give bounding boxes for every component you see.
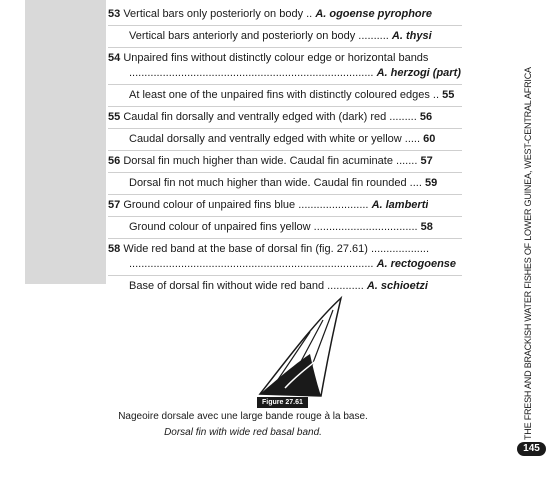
caption-french: Nageoire dorsale avec une large bande rouge à la base. (118, 411, 368, 422)
key-text: ................................................................................ (129, 67, 374, 79)
key-line (129, 64, 461, 82)
couplet-number: 56 (108, 155, 121, 167)
key-result: 56 (419, 111, 433, 123)
key-result: 55 (442, 89, 455, 101)
couplet-number: 58 (108, 243, 121, 255)
key-result: 57 (420, 155, 433, 167)
divider (108, 275, 462, 276)
key-line (129, 255, 456, 273)
key-line (129, 218, 433, 236)
couplet-number: 57 (108, 199, 121, 211)
key-result: A. herzogi (part) (376, 67, 461, 79)
divider (108, 150, 462, 151)
key-result: A. ogoense pyrophore (315, 8, 433, 20)
key-text: Vertical bars only posteriorly on body .. (123, 8, 313, 20)
key-line (108, 196, 428, 214)
dorsal-fin-illustration (255, 292, 345, 402)
key-line (129, 130, 435, 148)
figure-label: Figure 27.61 (257, 397, 308, 408)
divider (108, 238, 462, 239)
divider (108, 172, 462, 173)
key-result: 58 (420, 221, 433, 233)
divider (108, 216, 462, 217)
divider (108, 194, 462, 195)
key-text: Dorsal fin much higher than wide. Caudal fin acuminate ....... (123, 155, 418, 167)
couplet-number: 55 (108, 111, 121, 123)
couplet-number: 54 (108, 52, 121, 64)
divider (108, 84, 462, 85)
key-result: 59 (424, 177, 438, 189)
divider (108, 25, 462, 26)
key-text: Caudal dorsally and ventrally edged with white or yellow ..... (129, 133, 421, 145)
running-title: THE FRESH AND BRACKISH WATER FISHES OF LOWER GUINEA, WEST-CENTRAL AFRICA (523, 67, 533, 440)
key-text: Dorsal fin not much higher than wide. Caudal fin rounded .... (129, 177, 422, 189)
key-text: Ground colour of unpaired fins yellow .................................. (129, 221, 418, 233)
key-result: A. schioetzi (366, 280, 428, 292)
key-line (129, 86, 454, 104)
key-line (108, 152, 433, 170)
key-result: A. thysi (391, 30, 432, 42)
key-result: A. rectogoense (376, 258, 457, 270)
key-line (129, 27, 432, 45)
caption-english: Dorsal fin with wide red basal band. (164, 427, 322, 438)
couplet-number: 53 (108, 8, 121, 20)
key-line (108, 108, 432, 126)
divider (108, 106, 462, 107)
key-text: Unpaired fins without distinctly colour edge or horizontal bands (123, 52, 429, 64)
key-result: 60 (423, 133, 436, 145)
divider (108, 47, 462, 48)
key-line (108, 5, 432, 23)
key-text: Caudal fin dorsally and ventrally edged with (dark) red ......... (123, 111, 417, 123)
page-number: 145 (517, 442, 546, 456)
key-result: A. lamberti (371, 199, 429, 211)
key-text: At least one of the unpaired fins with distinctly coloured edges .. (129, 89, 440, 101)
key-text: Wide red band at the base of dorsal fin (fig. 27.61) ................... (123, 243, 430, 255)
key-text: Ground colour of unpaired fins blue ....................... (123, 199, 369, 211)
key-text: ................................................................................ (129, 258, 374, 270)
key-text: Vertical bars anteriorly and posteriorly on body .......... (129, 30, 389, 42)
key-text: Base of dorsal fin without wide red band ............ (129, 280, 364, 292)
key-line (129, 174, 437, 192)
divider (108, 128, 462, 129)
